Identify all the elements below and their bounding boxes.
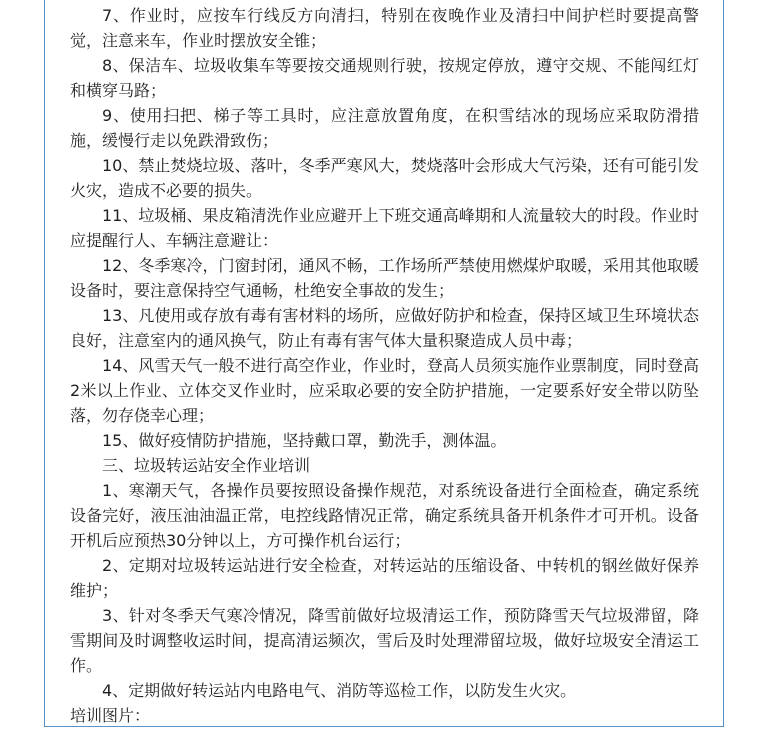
station-item-2: 2、定期对垃圾转运站进行安全检查，对转运站的压缩设备、中转机的钢丝做好保养维护； — [70, 556, 699, 600]
cleaning-item-15: 15、做好疫情防护措施，坚持戴口罩，勤洗手，测体温。 — [102, 431, 507, 450]
cleaning-item-14: 14、风雪天气一般不进行高空作业，作业时，登高人员须实施作业票制度，同时登高2米以上作业、立体交叉作业时，应采取必要的安全防护措施，一定要系好安全带以防坠落，勿存侥幸心理； — [70, 356, 699, 425]
training-photos-label: 培训图片： — [70, 706, 151, 725]
section-3-heading: 三、垃圾转运站安全作业培训 — [102, 456, 311, 475]
station-item-1: 1、寒潮天气，各操作员要按照设备操作规范，对系统设备进行全面检查，确定系统设备完好，液压油油温正常，电控线路情况正常，确定系统具备开机条件才可开机。设备开机后应预热30分钟以上，方可操作机台运行； — [70, 481, 699, 550]
station-item-4: 4、定期做好转运站内电路电气、消防等巡检工作，以防发生火灾。 — [102, 681, 577, 700]
document-cell — [44, 0, 724, 727]
cleaning-item-8: 8、保洁车、垃圾收集车等要按交通规则行驶，按规定停放，遵守交规、不能闯红灯和横穿马路； — [70, 56, 699, 100]
cleaning-item-9: 9、使用扫把、梯子等工具时，应注意放置角度，在积雪结冰的现场应采取防滑措施，缓慢行走以免跌滑致伤； — [70, 106, 699, 150]
station-item-3: 3、针对冬季天气寒冷情况，降雪前做好垃圾清运工作，预防降雪天气垃圾滞留，降雪期间及时调整收运时间，提高清运频次，雪后及时处理滞留垃圾，做好垃圾安全清运工作。 — [70, 606, 699, 675]
document-body — [70, 3, 699, 727]
cleaning-item-10: 10、禁止焚烧垃圾、落叶，冬季严寒风大，焚烧落叶会形成大气污染，还有可能引发火灾，造成不必要的损失。 — [70, 156, 699, 200]
cleaning-item-12: 12、冬季寒冷，门窗封闭，通风不畅，工作场所严禁使用燃煤炉取暖，采用其他取暖设备时，要注意保持空气通畅，杜绝安全事故的发生； — [70, 256, 699, 300]
cleaning-item-11: 11、垃圾桶、果皮箱清洗作业应避开上下班交通高峰期和人流量较大的时段。作业时应提醒行人、车辆注意避让： — [70, 206, 699, 250]
cleaning-item-13: 13、凡使用或存放有毒有害材料的场所，应做好防护和检查，保持区域卫生环境状态良好，注意室内的通风换气，防止有毒有害气体大量积聚造成人员中毒； — [70, 306, 699, 350]
cleaning-item-7: 7、作业时，应按车行线反方向清扫，特别在夜晚作业及清扫中间护栏时要提高警觉，注意来车，作业时摆放安全锥； — [70, 6, 699, 50]
